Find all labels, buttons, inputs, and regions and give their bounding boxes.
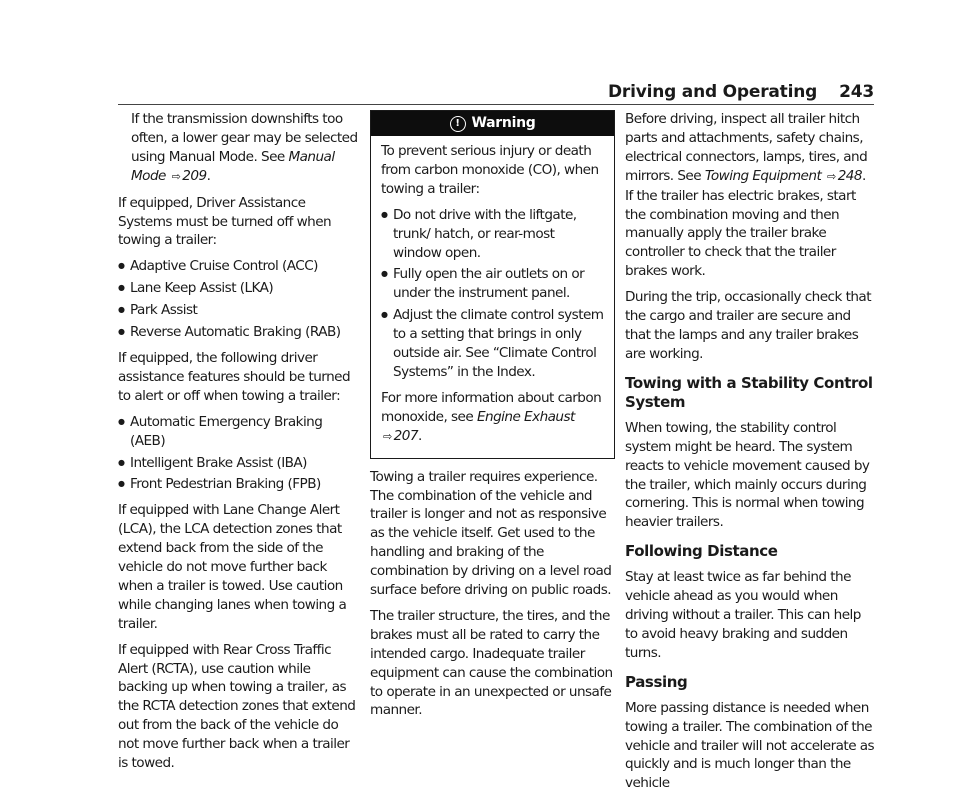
list-item: ● Lane Keep Assist (LKA) [118,279,358,298]
warning-title: Warning [471,115,536,132]
column-3 [625,110,876,800]
paragraph-das-off: If equipped, Driver Assistance Systems must be turned off when towing a trailer: [118,194,332,249]
paragraph-stability: When towing, the stability control system might be heard. The system reacts to vehicle movement caused by the trailer, which mainly occurs during cornering. This is normal when towing heavier trailers. [625,419,870,531]
paragraph-rcta: If equipped with Rear Cross Traffic Alert (RCTA), use caution while backing up when towing a trailer, as the RCTA detection zones that extend out from the back of the vehicle do not move further back when a trailer is towed. [118,641,356,772]
paragraph-lca: If equipped with Lane Change Alert (LCA), the LCA detection zones that extend back from the side of the vehicle do not move further back when a trailer is towed. Use caution while changing lanes when towing a trailer. [118,502,347,632]
list-item: ● Intelligent Brake Assist (IBA) [118,454,358,473]
list-item: ● Fully open the air outlets on or under the instrument panel. [381,265,604,303]
column-2 [370,110,615,727]
warning-body [371,136,614,458]
link-manual-mode[interactable]: Manual Mode [131,148,335,184]
column-1 [118,110,358,780]
list-item: ● Do not drive with the liftgate, trunk/ hatch, or rear-most window open. [381,206,604,263]
list-item: ● Adjust the climate control system to a setting that brings in only outside air. See “Climate Control Systems” in the Index. [381,306,604,382]
list-item: ● Reverse Automatic Braking (RAB) [118,323,358,342]
warning-list [381,206,604,382]
alert-list [118,413,358,495]
page-ref-icon: ⇨ [171,169,181,183]
paragraph-experience: Towing a trailer requires experience. The combination of the vehicle and trailer is longer and not as responsive as the vehicle itself. Get used to the handling and braking of the combination by driving on a level road surface before driving on public roads. [370,468,612,599]
page-number: 243 [839,82,874,102]
paragraph-passing: More passing distance is needed when towing a trailer. The combination of the vehicle and trailer will not accelerate as quickly and is much longer than the vehicle [625,699,875,792]
list-item: ● Park Assist [118,301,358,320]
paragraph-inspect: Before driving, inspect all trailer hitch parts and attachments, safety chains, electrical connectors, lamps, tires, and mirrors. See Towing Equipment ⇨ 248. If the trailer has electric brakes, start the combination moving and then manually apply the trailer brake controller to check that the trailer brakes work. [625,111,868,280]
warning-box [370,110,615,459]
list-item: ● Adaptive Cruise Control (ACC) [118,257,358,276]
paragraph-alert: If equipped, the following driver assistance features should be turned to alert or off when towing a trailer: [118,349,351,404]
page-ref-209[interactable]: 209 [182,167,207,184]
link-towing-equipment[interactable]: Towing Equipment [704,167,822,184]
warning-icon: ! [450,116,466,132]
list-item: ● Front Pedestrian Braking (FPB) [118,475,358,494]
paragraph-following: Stay at least twice as far behind the vehicle ahead as you would when driving without a trailer. This can help to avoid heavy braking and sudden turns. [625,569,861,661]
header-rule [118,104,874,105]
paragraph-structure: The trailer structure, the tires, and the brakes must all be rated to carry the intended cargo. Inadequate trailer equipment can cause the combination to operate in an unexpected or unsafe manner. [370,607,613,719]
list-item: ● Automatic Emergency Braking (AEB) [118,413,358,451]
page-header [608,82,874,102]
paragraph-trip: During the trip, occasionally check that the cargo and trailer are secure and that the lamps and any trailer brakes are working. [625,289,871,362]
heading-following: Following Distance [625,542,778,561]
page-ref-207[interactable]: 207 [393,427,418,444]
page-ref-icon: ⇨ [827,169,836,183]
section-title: Driving and Operating [607,82,818,102]
warning-header [371,111,614,136]
page-ref-248[interactable]: 248 [837,167,862,184]
heading-passing: Passing [625,672,688,691]
page-ref-icon: ⇨ [383,429,392,443]
das-list [118,257,358,342]
warning-intro: To prevent serious injury or death from carbon monoxide (CO), when towing a trailer: [381,143,599,197]
heading-stability: Towing with a Stability Control System [625,373,873,411]
link-engine-exhaust[interactable]: Engine Exhaust [476,408,575,425]
paragraph-downshift: If the transmission downshifts too often, a lower gear may be selected using Manual Mode. See Manual Mode ⇨ 209. [131,111,358,184]
warning-more-info: For more information about carbon monoxide, see Engine Exhaust ⇨ 207. [381,389,602,444]
